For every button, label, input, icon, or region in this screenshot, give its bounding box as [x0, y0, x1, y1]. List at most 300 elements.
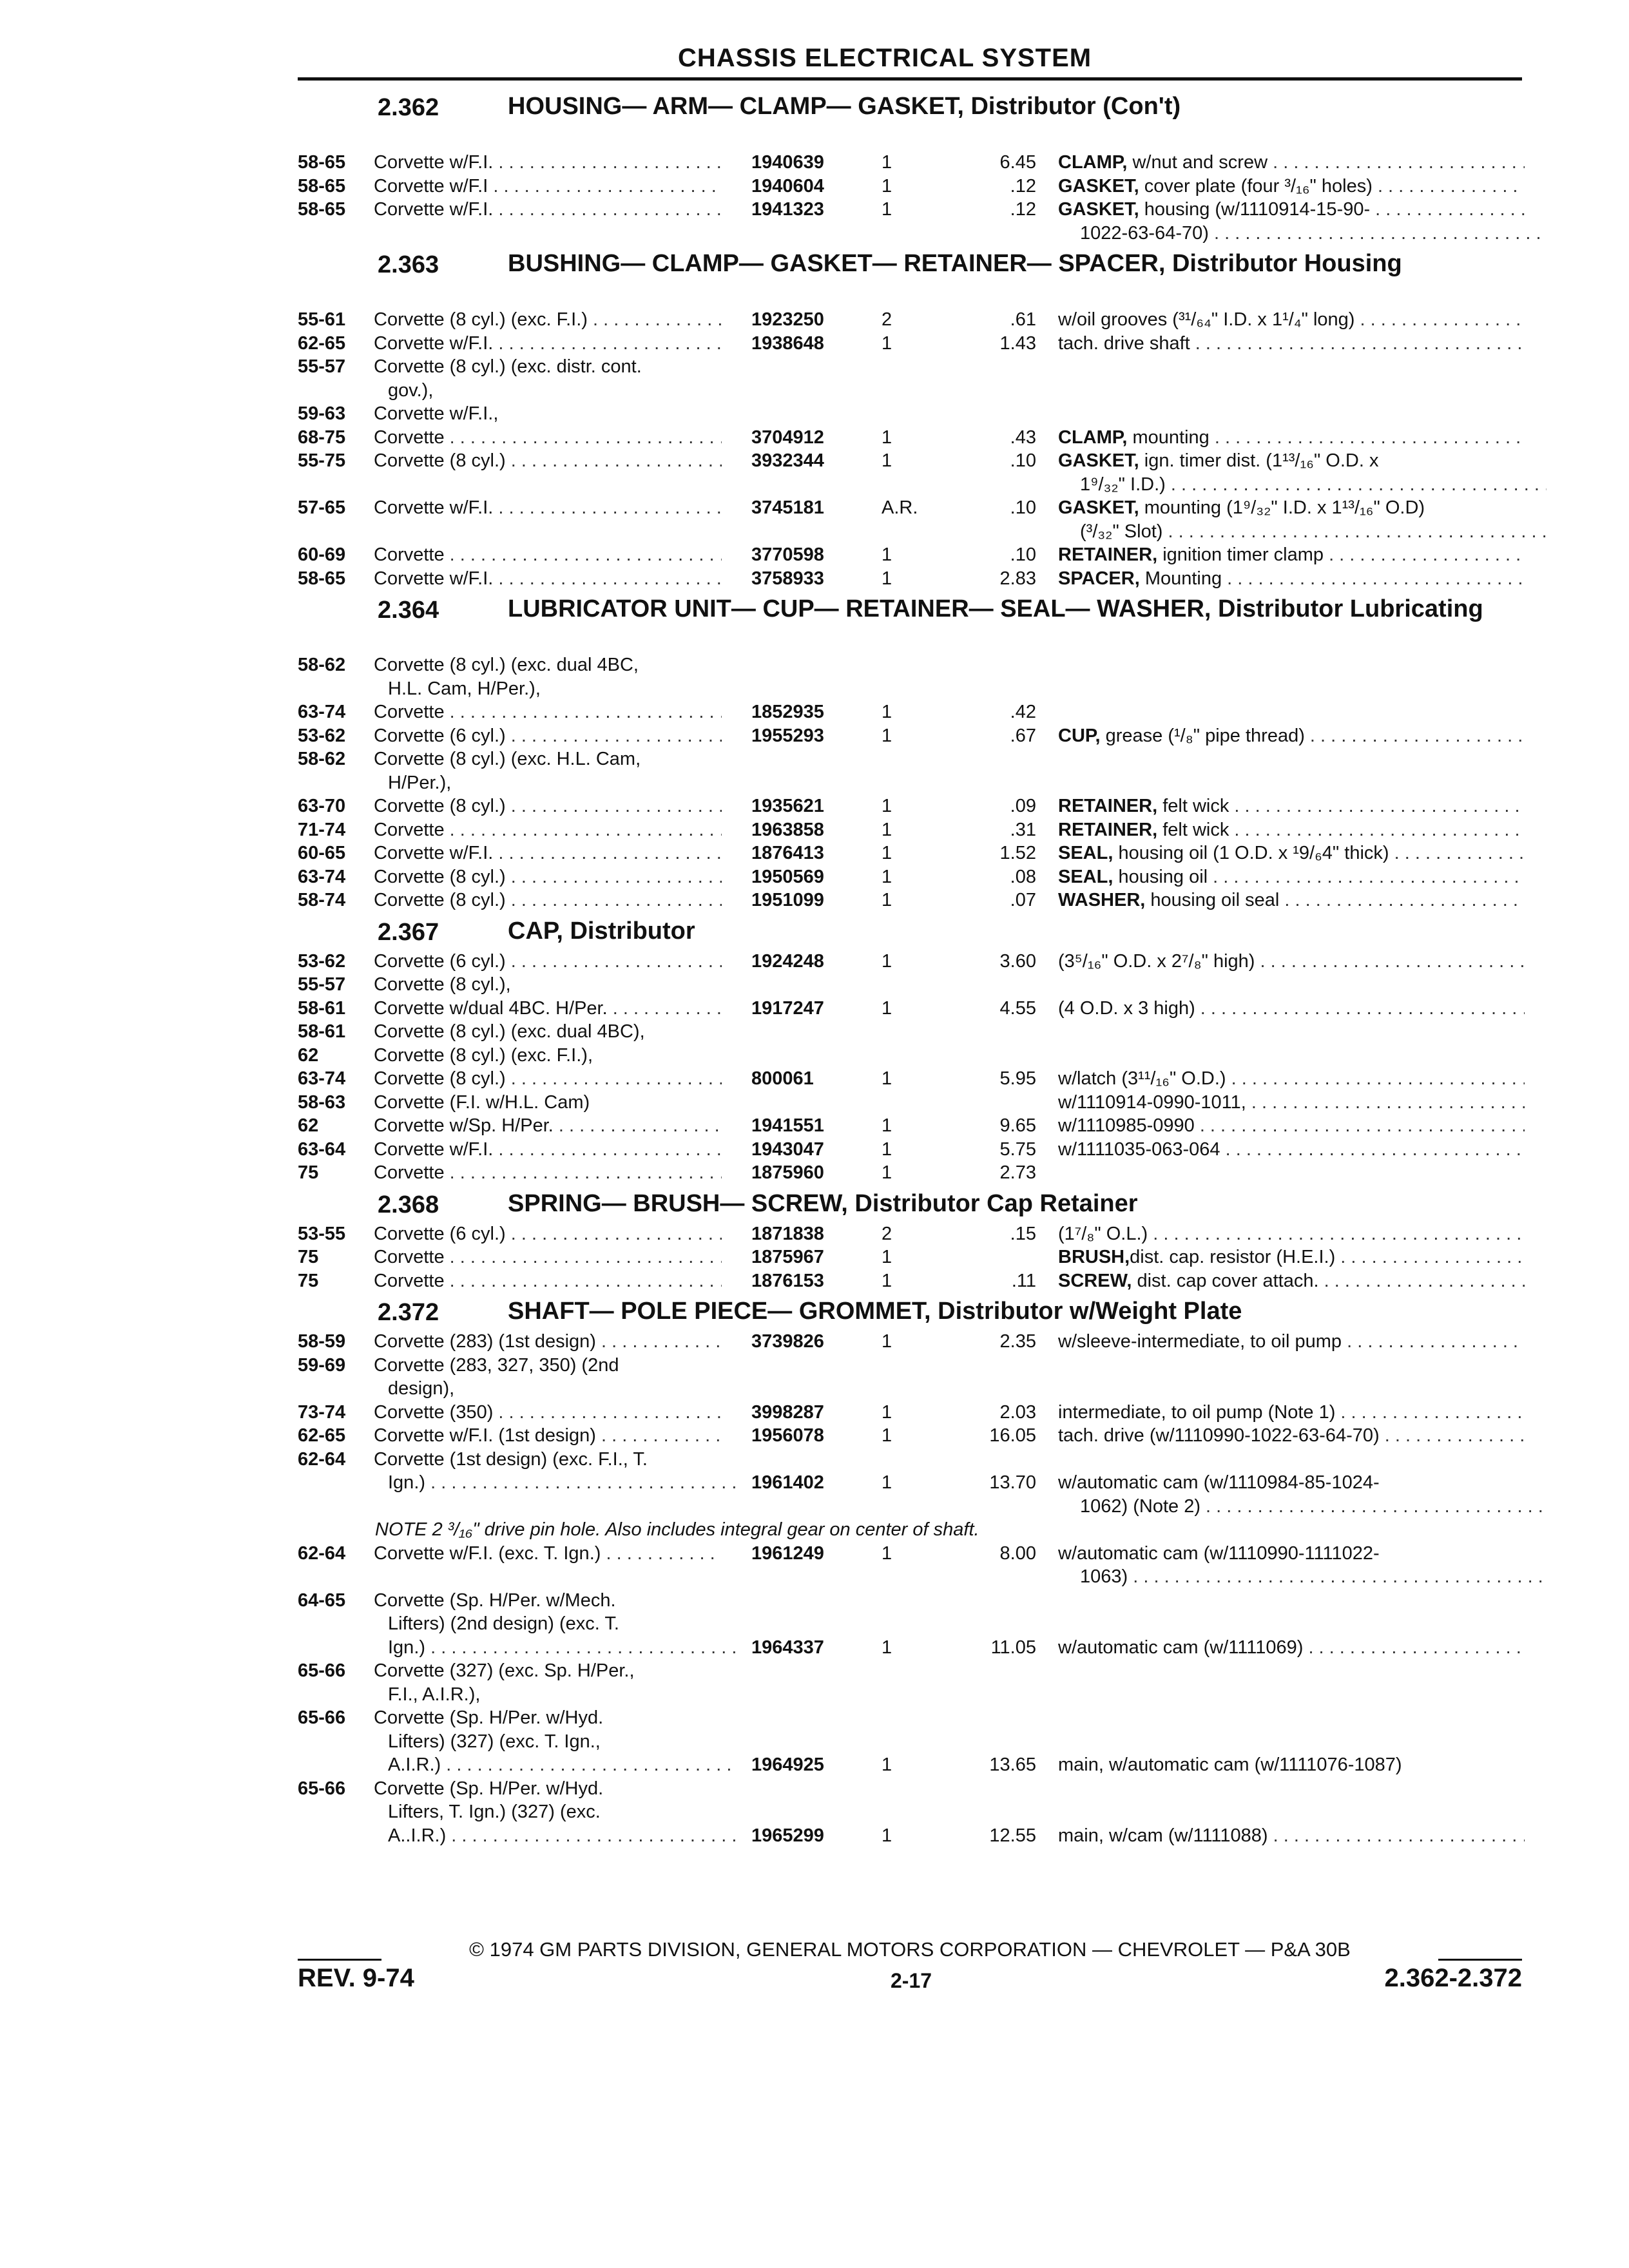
quantity: 1 [882, 427, 892, 448]
model-years: 58-59 [298, 1331, 346, 1352]
application-desc: Corvette w/F.I. . . . [374, 1138, 722, 1162]
parts-row [298, 1589, 1522, 1613]
section-heading [298, 1185, 1522, 1222]
copyright-line: © 1974 GM PARTS DIVISION, GENERAL MOTORS CORPORATION — CHEVROLET — P&A 30B [469, 1938, 1351, 1961]
parts-row [298, 1222, 1522, 1246]
section-note: NOTE 2 ³/₁₆" drive pin hole. Also includes integral gear on center of shaft. [375, 1519, 979, 1540]
quantity: 1 [882, 702, 892, 722]
model-years: 68-75 [298, 427, 346, 448]
price: .12 [1010, 175, 1036, 197]
application-desc: Corvette (283) (1st design) . . . [374, 1330, 722, 1354]
quantity: 1 [882, 1247, 892, 1267]
model-years: 57-65 [298, 497, 346, 518]
part-description [1058, 1245, 1525, 1269]
part-description [1058, 1542, 1525, 1566]
price: 2.35 [999, 1331, 1036, 1352]
quantity: 1 [882, 450, 892, 471]
quantity: 1 [882, 199, 892, 220]
parts-row [298, 794, 1522, 818]
price: 9.65 [999, 1115, 1036, 1136]
part-number: 1956078 [751, 1425, 824, 1446]
quantity: 1 [882, 843, 892, 863]
quantity: 1 [882, 1754, 892, 1775]
parts-row [298, 1777, 1522, 1801]
part-type: SPACER, [1058, 568, 1140, 589]
application-desc: Corvette (8 cyl.) . . . [374, 865, 722, 889]
page-title: CHASSIS ELECTRICAL SYSTEM [678, 44, 1092, 72]
part-number: 1935621 [751, 796, 824, 816]
parts-row [298, 379, 1522, 403]
part-description [1058, 543, 1525, 567]
part-description [1058, 151, 1525, 175]
model-years: 75 [298, 1270, 319, 1291]
model-years: 58-74 [298, 890, 346, 910]
parts-row [298, 865, 1522, 889]
model-years: 58-61 [298, 1021, 346, 1042]
parts-row [298, 520, 1522, 544]
parts-row [298, 1800, 1522, 1824]
part-number: 1961402 [751, 1472, 824, 1493]
application-desc: Corvette (6 cyl.) . . . [374, 950, 722, 974]
model-years: 55-57 [298, 356, 346, 377]
parts-row [298, 889, 1522, 912]
part-number: 3739826 [751, 1331, 824, 1352]
parts-row [298, 1730, 1522, 1754]
quantity: 1 [882, 152, 892, 173]
part-number: 3932344 [751, 450, 824, 471]
model-years: 58-61 [298, 997, 346, 1019]
parts-row [298, 653, 1522, 677]
part-description [1058, 724, 1525, 748]
quantity: 1 [882, 1139, 892, 1160]
section-heading [298, 88, 1522, 151]
price: 13.70 [989, 1472, 1036, 1493]
parts-row [298, 771, 1522, 795]
header-rule [298, 77, 1522, 81]
parts-row [298, 1683, 1522, 1707]
part-detail: felt wick [1157, 819, 1229, 840]
part-detail: ign. timer dist. (1¹³/₁₆" O.D. x [1139, 450, 1379, 471]
part-type: SCREW, [1058, 1270, 1132, 1291]
part-description [1058, 496, 1525, 520]
parts-row [298, 1245, 1522, 1269]
part-description [1058, 332, 1525, 356]
part-number: 3704912 [751, 427, 824, 448]
application-desc: Corvette w/F.I. (1st design) . . . [374, 1424, 722, 1448]
price: .07 [1010, 890, 1036, 910]
part-type: CUP, [1058, 725, 1101, 746]
price: .31 [1010, 819, 1036, 840]
parts-row [298, 1330, 1522, 1354]
part-description [1058, 794, 1525, 818]
parts-row [298, 1706, 1522, 1730]
part-number: 1964925 [751, 1754, 824, 1775]
part-description [1058, 1424, 1525, 1448]
price: 2.83 [999, 568, 1036, 589]
application-desc: Corvette (8 cyl.) (exc. dual 4BC, [374, 655, 639, 675]
application-desc: Lifters) (327) (exc. T. Ign., [388, 1731, 601, 1752]
revision-label: REV. 9-74 [298, 1964, 414, 1992]
part-type: WASHER, [1058, 890, 1146, 910]
part-type: RETAINER, [1058, 544, 1158, 565]
application-desc: Corvette w/F.I. . . . [374, 841, 722, 865]
application-desc: Corvette (8 cyl.) . . . [374, 1067, 722, 1091]
part-number: 1950569 [751, 866, 824, 887]
parts-row [298, 1067, 1522, 1091]
parts-row [298, 1495, 1522, 1519]
model-years: 71-74 [298, 819, 346, 840]
quantity: 1 [882, 950, 892, 972]
application-desc: Corvette (6 cyl.) . . . [374, 1222, 722, 1246]
part-detail: (4 O.D. x 3 high) [1058, 997, 1195, 1019]
section-heading [298, 590, 1522, 653]
application-desc: H/Per.), [388, 772, 452, 793]
part-description [1058, 1636, 1525, 1660]
part-type: SEAL, [1058, 866, 1113, 887]
application-desc: Corvette w/F.I., [374, 403, 499, 424]
parts-row [298, 1091, 1522, 1115]
part-detail: w/1111035-063-064 [1058, 1139, 1220, 1160]
quantity: 1 [882, 1115, 892, 1136]
model-years: 58-62 [298, 655, 346, 675]
part-description [1058, 1330, 1525, 1354]
quantity: 1 [882, 866, 892, 887]
price: .67 [1010, 725, 1036, 746]
application-desc: Corvette (6 cyl.) . . . [374, 724, 722, 748]
price: .61 [1010, 309, 1036, 330]
section-title: CAP, Distributor [508, 917, 695, 945]
part-detail: (3⁵/₁₆" O.D. x 2⁷/₈" high) [1058, 950, 1255, 972]
part-number: 3770598 [751, 544, 824, 565]
section-number: 2.363 [378, 251, 439, 278]
parts-row [298, 818, 1522, 842]
part-number: 1940639 [751, 152, 824, 173]
part-description [1058, 222, 1547, 245]
model-years: 62 [298, 1115, 319, 1136]
quantity: 1 [882, 1162, 892, 1183]
parts-row [298, 426, 1522, 450]
section-heading [298, 1293, 1522, 1330]
part-type: GASKET, [1058, 497, 1139, 518]
parts-row [298, 1471, 1522, 1495]
application-desc: Ign.) . . . [374, 1636, 736, 1660]
parts-row [298, 355, 1522, 379]
part-description [1058, 426, 1525, 450]
section-title: BUSHING— CLAMP— GASKET— RETAINER— SPACER, Distributor Housing [508, 250, 1402, 277]
quantity: 1 [882, 1472, 892, 1493]
part-detail: w/1110985-0990 [1058, 1115, 1195, 1136]
model-years: 63-74 [298, 702, 346, 722]
section-number: 2.364 [378, 597, 439, 624]
part-description [1058, 818, 1525, 842]
quantity: 1 [882, 175, 892, 197]
application-desc: Corvette w/F.I. . . . [374, 332, 722, 356]
part-description [1058, 1401, 1525, 1425]
price: .10 [1010, 497, 1036, 518]
part-description [1058, 1824, 1525, 1848]
parts-row [298, 1542, 1522, 1566]
application-desc: Lifters, T. Ign.) (327) (exc. [388, 1802, 601, 1822]
part-type: CLAMP, [1058, 152, 1128, 173]
parts-row [298, 402, 1522, 426]
model-years: 63-64 [298, 1139, 346, 1160]
part-detail: 1063) [1080, 1566, 1128, 1587]
section-title: HOUSING— ARM— CLAMP— GASKET, Distributor (Con't) [508, 93, 1181, 120]
part-detail: w/automatic cam (w/1111069) [1058, 1637, 1304, 1658]
parts-row [298, 973, 1522, 997]
part-number: 1875967 [751, 1247, 824, 1267]
part-type: GASKET, [1058, 450, 1139, 471]
parts-row [298, 543, 1522, 567]
page-footer [298, 1938, 1522, 2003]
parts-row [298, 1377, 1522, 1401]
model-years: 65-66 [298, 1660, 346, 1681]
application-desc: Corvette w/F.I. . . . [374, 496, 722, 520]
quantity: 1 [882, 1637, 892, 1658]
model-years: 62 [298, 1044, 319, 1066]
parts-row [298, 1448, 1522, 1472]
parts-row [298, 1565, 1522, 1589]
application-desc: Corvette (1st design) (exc. F.I., T. [374, 1448, 648, 1470]
part-description [1058, 175, 1525, 198]
part-description [1058, 1222, 1525, 1246]
quantity: 1 [882, 1270, 892, 1291]
application-desc: Corvette (8 cyl.) . . . [374, 794, 722, 818]
quantity: 1 [882, 890, 892, 910]
part-type: BRUSH, [1058, 1247, 1130, 1267]
part-detail: tach. drive shaft [1058, 332, 1190, 354]
part-type: GASKET, [1058, 175, 1139, 197]
model-years: 62-64 [298, 1542, 346, 1564]
parts-row [298, 308, 1522, 332]
part-detail: dist. cap. resistor (H.E.I.) [1130, 1247, 1336, 1267]
part-detail: 1⁹/₃₂" I.D.) [1080, 474, 1166, 495]
part-number: 1876413 [751, 843, 824, 863]
price: 4.55 [999, 997, 1036, 1019]
application-desc: H.L. Cam, H/Per.), [388, 678, 541, 699]
application-desc: A..I.R.) . . . [374, 1824, 736, 1848]
part-type: RETAINER, [1058, 819, 1158, 840]
section-number: 2.372 [378, 1299, 439, 1326]
part-detail: main, w/cam (w/1111088) [1058, 1825, 1268, 1846]
model-years: 63-74 [298, 1068, 346, 1089]
model-years: 62-65 [298, 332, 346, 354]
model-years: 65-66 [298, 1707, 346, 1728]
part-description [1058, 1067, 1525, 1091]
part-number: 1941323 [751, 199, 824, 220]
part-number: 1923250 [751, 309, 824, 330]
price: .12 [1010, 199, 1036, 220]
parts-row [298, 677, 1522, 701]
model-years: 55-57 [298, 974, 346, 995]
price: 16.05 [989, 1425, 1036, 1446]
parts-row [298, 1269, 1522, 1293]
parts-row [298, 841, 1522, 865]
price: .10 [1010, 450, 1036, 471]
quantity: 1 [882, 1542, 892, 1564]
model-years: 59-63 [298, 403, 346, 424]
application-desc: Corvette w/F.I. . . . [374, 198, 722, 222]
price: 5.95 [999, 1068, 1036, 1089]
price: .43 [1010, 427, 1036, 448]
part-detail: mounting (1⁹/₃₂" I.D. x 1¹³/₁₆" O.D) [1139, 497, 1425, 518]
price: .08 [1010, 866, 1036, 887]
section-title: SHAFT— POLE PIECE— GROMMET, Distributor w/Weight Plate [508, 1298, 1242, 1325]
section-title: SPRING— BRUSH— SCREW, Distributor Cap Retainer [508, 1189, 1138, 1217]
part-number: 3745181 [751, 497, 824, 518]
application-desc: Corvette w/F.I. . . . [374, 567, 722, 591]
model-years: 73-74 [298, 1401, 346, 1423]
parts-row [298, 747, 1522, 771]
application-desc: Corvette w/F.I. (exc. T. Ign.) . . . [374, 1542, 722, 1566]
part-detail: main, w/automatic cam (w/1111076-1087) [1058, 1754, 1402, 1775]
part-detail: w/nut and screw [1127, 152, 1268, 173]
price: 2.73 [999, 1162, 1036, 1183]
part-number: 3758933 [751, 568, 824, 589]
part-detail: w/sleeve-intermediate, to oil pump [1058, 1331, 1342, 1352]
section-number: 2.362 [378, 94, 439, 121]
part-number: 1965299 [751, 1825, 824, 1846]
application-desc: Corvette (F.I. w/H.L. Cam) [374, 1091, 590, 1113]
part-number: 1917247 [751, 997, 824, 1019]
application-desc: Corvette (8 cyl.) (exc. F.I.), [374, 1044, 593, 1066]
price: 11.05 [990, 1637, 1036, 1658]
parts-row [298, 1401, 1522, 1425]
quantity: 1 [882, 819, 892, 840]
model-years: 65-66 [298, 1778, 346, 1799]
part-type: CLAMP, [1058, 427, 1128, 448]
section-number: 2.368 [378, 1191, 439, 1218]
price: 1.52 [999, 843, 1036, 863]
part-number: 1951099 [751, 890, 824, 910]
model-years: 53-55 [298, 1223, 346, 1244]
part-detail: 1022-63-64-70) [1080, 222, 1209, 244]
part-description [1058, 1138, 1525, 1162]
application-desc: Corvette . . . [374, 1245, 722, 1269]
part-description [1058, 841, 1525, 865]
part-description [1058, 567, 1525, 591]
part-number: 1963858 [751, 819, 824, 840]
model-years: 64-65 [298, 1590, 346, 1611]
parts-row [298, 700, 1522, 724]
part-number: 1955293 [751, 725, 824, 746]
application-desc: Lifters) (2nd design) (exc. T. [388, 1613, 619, 1634]
price: 6.45 [999, 152, 1036, 173]
parts-row [298, 1424, 1522, 1448]
part-description [1058, 198, 1525, 222]
part-detail: (1⁷/₈" O.L.) [1058, 1223, 1148, 1244]
quantity: 1 [882, 568, 892, 589]
application-desc: Corvette (8 cyl.), [374, 974, 511, 995]
price: 2.03 [999, 1401, 1036, 1423]
part-detail: intermediate, to oil pump (Note 1) [1058, 1401, 1336, 1423]
part-detail: housing oil [1113, 866, 1208, 887]
application-desc: F.I., A.I.R.), [388, 1684, 481, 1705]
part-number: 1943047 [751, 1139, 824, 1160]
application-desc: Corvette w/F.I . . . [374, 175, 722, 198]
parts-row [298, 1020, 1522, 1044]
application-desc: A.I.R.) . . . [374, 1753, 736, 1777]
model-years: 63-70 [298, 796, 346, 816]
footer-rule-right [1438, 1959, 1522, 1961]
part-description [1058, 1753, 1525, 1777]
application-desc: Corvette (8 cyl.) (exc. distr. cont. [374, 356, 642, 377]
application-desc: Corvette (350) . . . [374, 1401, 722, 1425]
part-description [1058, 950, 1525, 974]
part-detail: w/oil grooves (³¹/₆₄" I.D. x 1¹/₄" long) [1058, 309, 1355, 330]
application-desc: Corvette . . . [374, 818, 722, 842]
part-number: 1961249 [751, 1542, 824, 1564]
parts-row [298, 1612, 1522, 1636]
parts-row [298, 1753, 1522, 1777]
application-desc: design), [388, 1378, 455, 1399]
part-number: 1871838 [751, 1223, 824, 1244]
quantity: 1 [882, 1425, 892, 1446]
part-description [1058, 308, 1525, 332]
parts-row [298, 1161, 1522, 1185]
model-years: 63-74 [298, 866, 346, 887]
price: .42 [1010, 702, 1036, 722]
application-desc: Ign.) . . . [374, 1471, 736, 1495]
quantity: 1 [882, 1401, 892, 1423]
model-years: 55-75 [298, 450, 346, 471]
part-description [1058, 1495, 1547, 1519]
quantity: 1 [882, 725, 892, 746]
price: 5.75 [999, 1139, 1036, 1160]
section-title: LUBRICATOR UNIT— CUP— RETAINER— SEAL— WASHER, Distributor Lubricating [508, 595, 1483, 622]
quantity: 1 [882, 332, 892, 354]
model-years: 59-69 [298, 1354, 346, 1376]
application-desc: Corvette (327) (exc. Sp. H/Per., [374, 1660, 635, 1681]
part-number: 1940604 [751, 175, 824, 197]
model-years: 62-64 [298, 1448, 346, 1470]
part-number: 3998287 [751, 1401, 824, 1423]
model-years: 55-61 [298, 309, 346, 330]
section-range: 2.362-2.372 [1384, 1964, 1522, 1992]
quantity: 1 [882, 1825, 892, 1846]
part-type: GASKET, [1058, 199, 1139, 220]
model-years: 53-62 [298, 725, 346, 746]
model-years: 62-65 [298, 1425, 346, 1446]
part-detail: cover plate (four ³/₁₆" holes) [1139, 175, 1373, 197]
quantity: 1 [882, 1331, 892, 1352]
price: .15 [1010, 1223, 1036, 1244]
part-description [1058, 1091, 1525, 1115]
price: .11 [1011, 1270, 1036, 1291]
parts-row [298, 950, 1522, 974]
part-detail: felt wick [1157, 796, 1229, 816]
part-detail: w/1110914-0990-1011, [1058, 1091, 1246, 1113]
part-description [1058, 1471, 1525, 1495]
quantity: 2 [882, 309, 892, 330]
part-description [1058, 1565, 1547, 1589]
section-heading [298, 912, 1522, 950]
application-desc: Corvette (Sp. H/Per. w/Hyd. [374, 1707, 604, 1728]
application-desc: Corvette . . . [374, 700, 722, 724]
quantity: 2 [882, 1223, 892, 1244]
part-description [1058, 520, 1547, 544]
model-years: 60-65 [298, 843, 346, 863]
price: 1.43 [999, 332, 1036, 354]
part-description [1058, 865, 1525, 889]
quantity: 1 [882, 796, 892, 816]
model-years: 75 [298, 1247, 319, 1267]
part-number: 1941551 [751, 1115, 824, 1136]
application-desc: Corvette (8 cyl.) (exc. dual 4BC), [374, 1021, 645, 1042]
part-number: 1875960 [751, 1162, 824, 1183]
part-detail: dist. cap cover attach. [1132, 1270, 1319, 1291]
part-type: SEAL, [1058, 843, 1113, 863]
